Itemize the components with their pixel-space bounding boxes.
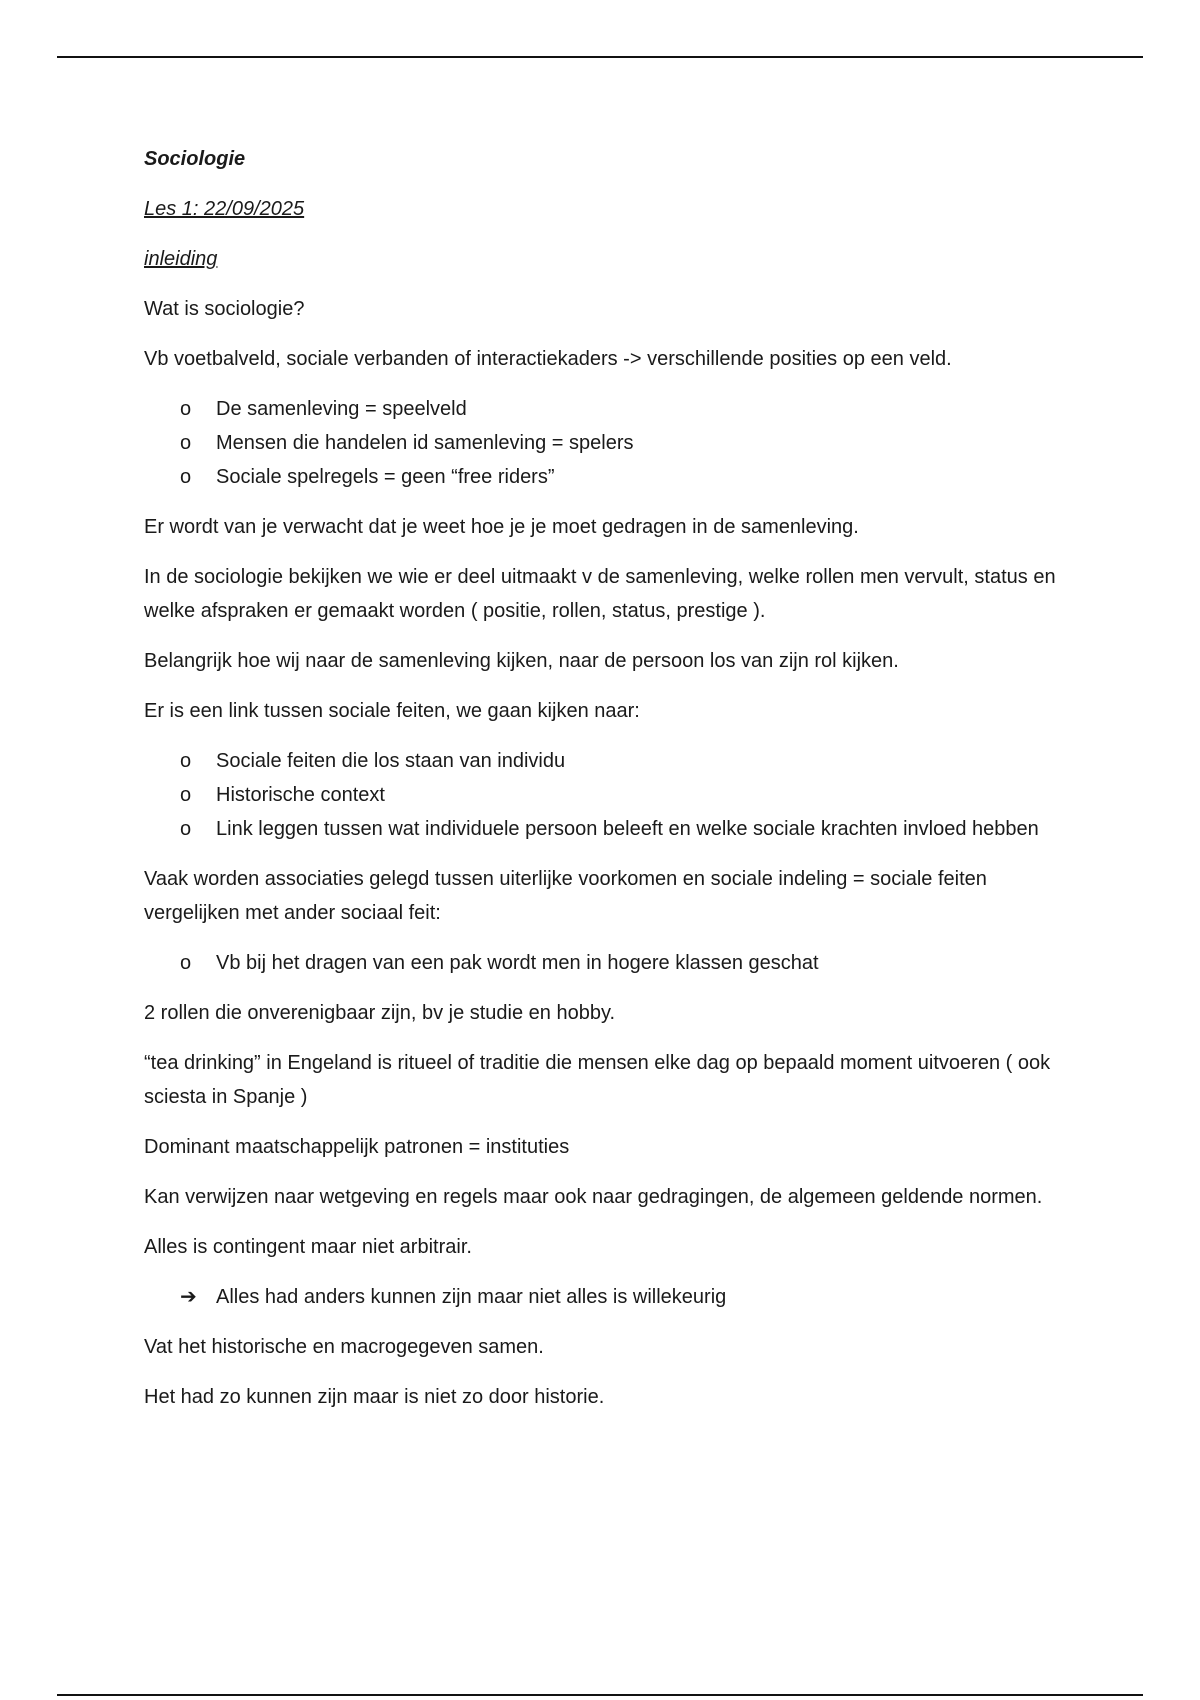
list-item-text: Alles had anders kunnen zijn maar niet alles is willekeurig	[216, 1286, 727, 1308]
bullet-marker: o	[180, 784, 192, 806]
bullet-marker: o	[180, 952, 192, 974]
lesson-heading: Les 1: 22/09/2025	[144, 198, 305, 220]
list-item-text: Sociale feiten die los staan van individu	[216, 750, 566, 772]
bullet-marker: o	[180, 432, 192, 454]
paragraph: “tea drinking” in Engeland is ritueel of traditie die mensen elke dag op bepaald moment uitvoeren ( ook sciesta in Spanje )	[144, 1052, 1051, 1108]
bullet-list	[144, 946, 1064, 980]
list-item-text: Mensen die handelen id samenleving = spelers	[216, 432, 634, 454]
paragraph: Dominant maatschappelijk patronen = instituties	[144, 1136, 570, 1158]
list-item	[180, 392, 1064, 426]
list-item-text: Historische context	[216, 784, 385, 806]
list-item-text: Link leggen tussen wat individuele persoon beleeft en welke sociale krachten invloed hebben	[216, 818, 1039, 840]
list-item	[180, 778, 1064, 812]
document-body	[144, 142, 1064, 1430]
document-title: Sociologie	[144, 148, 246, 170]
section-heading: inleiding	[144, 248, 218, 270]
arrow-icon: ➔	[180, 1286, 197, 1308]
bullet-list	[144, 744, 1064, 846]
bullet-marker: o	[180, 466, 192, 488]
paragraph: In de sociologie bekijken we wie er deel uitmaakt v de samenleving, welke rollen men vervult, status en welke afspraken er gemaakt worden ( positie, rollen, status, prestige ).	[144, 566, 1056, 622]
bullet-marker: o	[180, 398, 192, 420]
paragraph: Wat is sociologie?	[144, 298, 305, 320]
list-item	[180, 946, 1064, 980]
bullet-marker: o	[180, 750, 192, 772]
paragraph: Vb voetbalveld, sociale verbanden of interactiekaders -> verschillende posities op een veld.	[144, 348, 952, 370]
paragraph: Alles is contingent maar niet arbitrair.	[144, 1236, 472, 1258]
list-item-text: De samenleving = speelveld	[216, 398, 467, 420]
paragraph: Kan verwijzen naar wetgeving en regels maar ook naar gedragingen, de algemeen geldende normen.	[144, 1186, 1043, 1208]
header-rule	[57, 56, 1143, 58]
paragraph: Vat het historische en macrogegeven samen.	[144, 1336, 544, 1358]
bullet-list	[144, 392, 1064, 494]
paragraph: Vaak worden associaties gelegd tussen uiterlijke voorkomen en sociale indeling = sociale feiten vergelijken met ander sociaal feit:	[144, 868, 987, 924]
paragraph: 2 rollen die onverenigbaar zijn, bv je studie en hobby.	[144, 1002, 616, 1024]
list-item	[180, 460, 1064, 494]
paragraph: Er wordt van je verwacht dat je weet hoe je je moet gedragen in de samenleving.	[144, 516, 859, 538]
arrow-list	[144, 1280, 1064, 1314]
list-item	[180, 1280, 1064, 1314]
footer-rule	[57, 1694, 1143, 1696]
bullet-marker: o	[180, 818, 192, 840]
list-item-text: Vb bij het dragen van een pak wordt men in hogere klassen geschat	[216, 952, 819, 974]
list-item	[180, 426, 1064, 460]
list-item	[180, 812, 1064, 846]
paragraph: Belangrijk hoe wij naar de samenleving kijken, naar de persoon los van zijn rol kijken.	[144, 650, 899, 672]
list-item	[180, 744, 1064, 778]
paragraph: Het had zo kunnen zijn maar is niet zo door historie.	[144, 1386, 605, 1408]
paragraph: Er is een link tussen sociale feiten, we gaan kijken naar:	[144, 700, 640, 722]
list-item-text: Sociale spelregels = geen “free riders”	[216, 466, 555, 488]
